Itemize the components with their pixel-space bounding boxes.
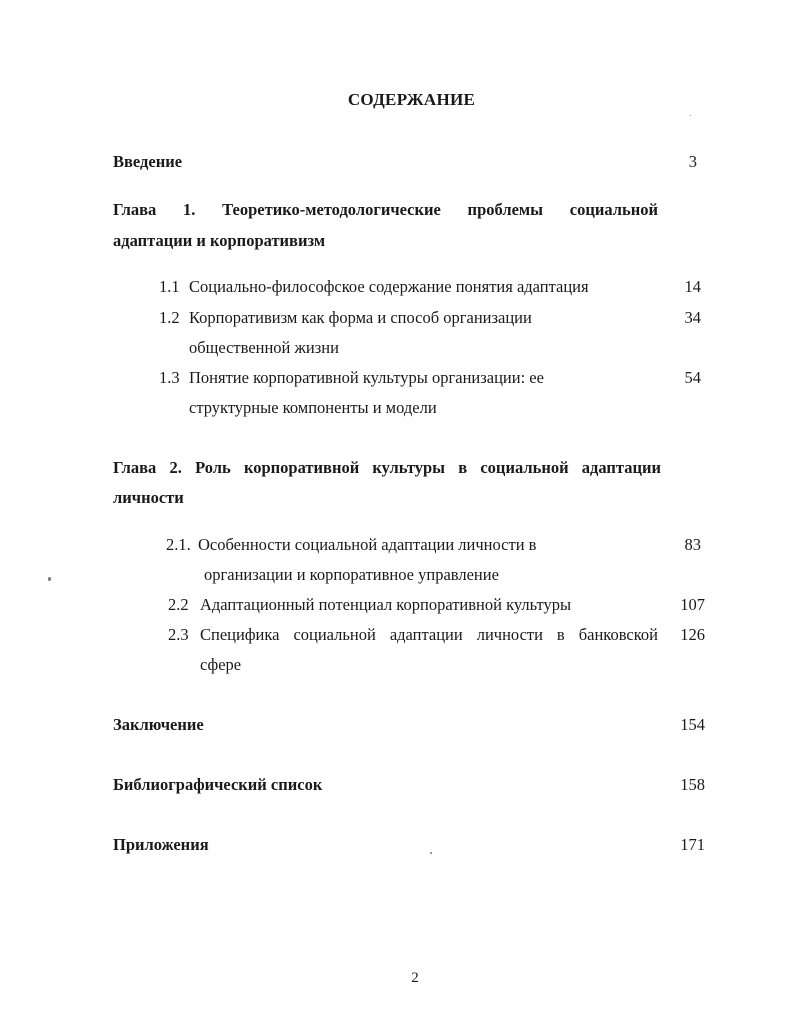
scan-speck — [430, 852, 432, 854]
chapter2-heading-line2: личности — [113, 488, 184, 507]
section-1-3-page: 54 — [684, 368, 701, 387]
section-2-1-page: 83 — [684, 535, 701, 554]
section-2-2-text: Адаптационный потенциал корпоративной культуры — [200, 595, 572, 614]
chapter2-heading-line1: Глава 2. Роль корпоративной культуры в социальной адаптации — [113, 458, 661, 477]
page-title: СОДЕРЖАНИЕ — [347, 90, 476, 109]
section-2-1-text-line2: организации и корпоративное управление — [204, 565, 499, 584]
scan-speck — [48, 577, 51, 581]
toc-intro-label: Введение — [113, 152, 183, 171]
section-2-3-text-line2: сфере — [200, 655, 242, 674]
section-2-2-number: 2.2 — [168, 595, 189, 614]
chapter1-heading-line2: адаптации и корпоративизм — [113, 231, 326, 250]
section-1-2-text: Корпоративизм как форма и способ организации — [189, 308, 532, 327]
section-1-3-text-line2: структурные компоненты и модели — [189, 398, 437, 417]
toc-bibliography-page: 158 — [680, 775, 705, 794]
section-1-1-text: Социально-философское содержание понятия адаптация — [189, 277, 589, 296]
section-1-2-text-line2: общественной жизни — [189, 338, 339, 357]
toc-appendix-page: 171 — [680, 835, 705, 854]
section-1-3-number: 1.3 — [159, 368, 180, 387]
section-1-1-number: 1.1 — [159, 277, 180, 296]
page-number: 2 — [411, 970, 419, 986]
section-1-1-page: 14 — [684, 277, 701, 296]
section-2-3-text: Специфика социальной адаптации личности в банковской — [200, 625, 658, 644]
scan-speck — [690, 115, 691, 116]
section-1-2-page: 34 — [684, 308, 701, 327]
section-2-3-page: 126 — [680, 625, 705, 644]
section-1-2-number: 1.2 — [159, 308, 180, 327]
chapter1-heading-line1: Глава 1. Теоретико-методологические проблемы социальной — [113, 200, 658, 219]
toc-appendix-label: Приложения — [113, 835, 209, 854]
toc-bibliography-label: Библиографический список — [113, 775, 323, 794]
toc-conclusion-page: 154 — [680, 715, 705, 734]
section-1-3-text: Понятие корпоративной культуры организации: ее — [189, 368, 544, 387]
section-2-1-text: Особенности социальной адаптации личности в — [198, 535, 537, 554]
toc-conclusion-label: Заключение — [113, 715, 204, 734]
section-2-2-page: 107 — [680, 595, 705, 614]
section-2-3-number: 2.3 — [168, 625, 189, 644]
toc-intro-page: 3 — [688, 152, 697, 171]
section-2-1-number: 2.1. — [166, 535, 191, 554]
